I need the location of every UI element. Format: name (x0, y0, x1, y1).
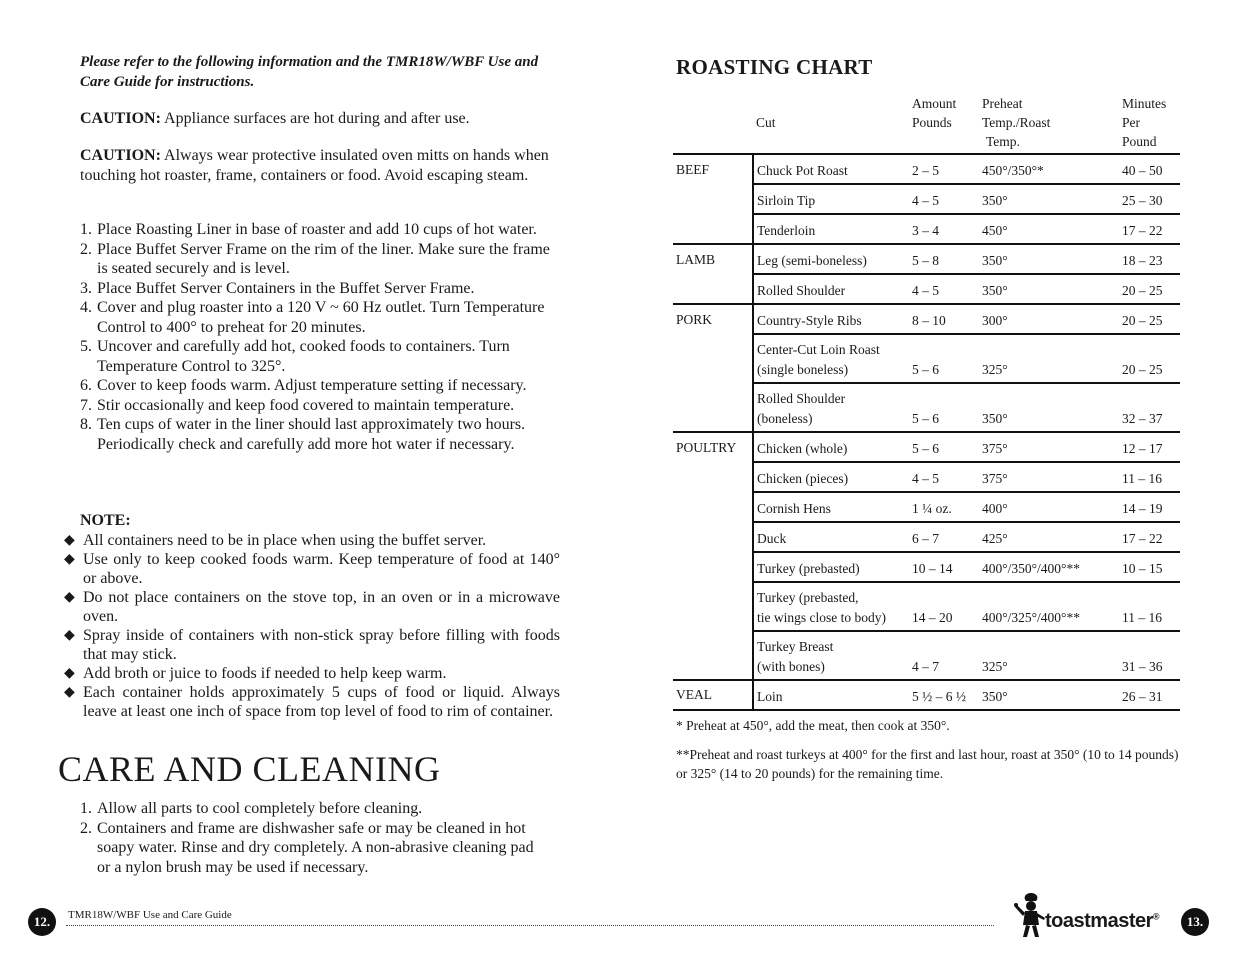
cut-line: Turkey (prebasted, (757, 590, 859, 605)
cut-cell (753, 680, 909, 710)
temp-cell: 350° (979, 184, 1119, 214)
list-item (80, 376, 560, 396)
note-text: Add broth or juice to foods if needed to help keep warm. (83, 665, 447, 682)
footnote-beef: * Preheat at 450°, add the meat, then cook at 350°. (676, 718, 950, 733)
roasting-chart-table (673, 92, 1180, 711)
minutes-cell: 11 – 16 (1119, 462, 1180, 492)
minutes-cell: 11 – 16 (1119, 582, 1180, 631)
item-text: Place Roasting Liner in base of roaster and add 10 cups of hot water. (97, 221, 537, 238)
temp-cell: 450° (979, 214, 1119, 244)
table-row (673, 582, 1180, 631)
caution-oven-mitts (80, 146, 550, 185)
cut-line: Rolled Shoulder (757, 282, 846, 298)
page-number-right: 13. (1181, 908, 1209, 936)
temp-cell: 300° (979, 304, 1119, 334)
table-row (673, 522, 1180, 552)
amount-cell: 4 – 7 (909, 631, 979, 680)
temp-cell: 350° (979, 274, 1119, 304)
temp-cell: 450°/350°* (979, 154, 1119, 184)
table-row (673, 631, 1180, 680)
category-cell (673, 552, 753, 582)
item-number: 1. (80, 800, 92, 817)
category-cell (673, 214, 753, 244)
note-item (64, 683, 560, 721)
cut-line: Rolled Shoulder (757, 391, 846, 406)
temp-cell: 325° (979, 334, 1119, 383)
intro-note: Please refer to the following information and the TMR18W/WBF Use and Care Guide for instructions. (80, 54, 539, 90)
brand-name: toastmaster® (1045, 910, 1160, 932)
cut-line: Chuck Pot Roast (757, 162, 848, 178)
cut-cell (753, 244, 909, 274)
category-cell (673, 462, 753, 492)
note-title: NOTE: (80, 512, 131, 529)
list-item (80, 298, 560, 337)
table-row (673, 184, 1180, 214)
item-text: Place Buffet Server Frame on the rim of the liner. Make sure the frame is seated securely and is level. (97, 240, 550, 277)
item-text: Uncover and carefully add hot, cooked foods to containers. Turn Temperature Control to 325°. (97, 338, 510, 375)
cut-line: Sirloin Tip (757, 192, 816, 208)
cut-cell (753, 631, 909, 680)
list-item (80, 799, 550, 819)
temp-cell: 425° (979, 522, 1119, 552)
diamond-bullet-icon: ◆ (64, 666, 75, 681)
minutes-cell: 31 – 36 (1119, 631, 1180, 680)
cut-line: tie wings close to body) (757, 609, 886, 625)
care-section-title: CARE AND CLEANING (58, 749, 441, 789)
category-cell: PORK (673, 304, 753, 334)
note-text: Each container holds approximately 5 cups of food or liquid. Always leave at least one inch of space from top level of food to rim of container. (83, 684, 560, 720)
amount-cell: 4 – 5 (909, 462, 979, 492)
minutes-cell: 18 – 23 (1119, 244, 1180, 274)
footnote-turkey: **Preheat and roast turkeys at 400° for the first and last hour, roast at 350° (10 to 14 pounds) or 325° (14 to 20 pounds) for the remaining time. (676, 747, 1179, 781)
caution-label: CAUTION: (80, 110, 161, 127)
caution-text: Always wear protective insulated oven mitts on hands when touching hot roaster, frame, containers or food. Avoid escaping steam. (80, 147, 549, 184)
cut-cell (753, 582, 909, 631)
table-row (673, 462, 1180, 492)
note-item (64, 531, 560, 550)
table-row (673, 244, 1180, 274)
category-cell: LAMB (673, 244, 753, 274)
caution-hot-surfaces (80, 109, 550, 129)
minutes-cell: 17 – 22 (1119, 522, 1180, 552)
temp-cell: 325° (979, 631, 1119, 680)
diamond-bullet-icon: ◆ (64, 590, 75, 605)
temp-cell: 375° (979, 432, 1119, 462)
diamond-bullet-icon: ◆ (64, 628, 75, 643)
cut-line: Chicken (pieces) (757, 470, 849, 486)
cut-line: Country-Style Ribs (757, 312, 862, 328)
cut-cell (753, 154, 909, 184)
minutes-cell: 20 – 25 (1119, 274, 1180, 304)
page-number-left: 12. (28, 908, 56, 936)
cut-cell (753, 184, 909, 214)
category-cell (673, 383, 753, 432)
table-row (673, 492, 1180, 522)
amount-cell: 4 – 5 (909, 184, 979, 214)
cut-line: Tenderloin (757, 222, 816, 238)
caution-label: CAUTION: (80, 147, 161, 164)
list-item (80, 240, 560, 279)
table-row (673, 334, 1180, 383)
note-item (64, 664, 560, 683)
list-item (80, 337, 560, 376)
minutes-cell: 17 – 22 (1119, 214, 1180, 244)
item-text: Allow all parts to cool completely before cleaning. (97, 800, 423, 817)
note-text: All containers need to be in place when using the buffet server. (83, 532, 487, 549)
category-cell: VEAL (673, 680, 753, 710)
item-text: Stir occasionally and keep food covered to maintain temperature. (97, 396, 515, 414)
cut-line: Turkey (prebasted) (757, 560, 860, 576)
item-text: Ten cups of water in the liner should last approximately two hours. Periodically check and carefully add more hot water if necessary. (97, 416, 526, 453)
cut-line: Duck (757, 530, 787, 546)
table-row (673, 432, 1180, 462)
minutes-cell: 40 – 50 (1119, 154, 1180, 184)
item-number: 3. (80, 279, 92, 297)
header-category (673, 92, 753, 154)
amount-cell: 3 – 4 (909, 214, 979, 244)
table-header-row (673, 92, 1180, 154)
amount-cell: 6 – 7 (909, 522, 979, 552)
header-minutes: Minutes Per Pound (1122, 96, 1167, 149)
amount-cell: 2 – 5 (909, 154, 979, 184)
item-text: Place Buffet Server Containers in the Buffet Server Frame. (97, 279, 475, 297)
chef-mascot-icon (1014, 892, 1048, 940)
minutes-cell: 26 – 31 (1119, 680, 1180, 710)
category-cell (673, 184, 753, 214)
minutes-cell: 12 – 17 (1119, 432, 1180, 462)
minutes-cell: 20 – 25 (1119, 304, 1180, 334)
temp-cell: 350° (979, 383, 1119, 432)
amount-cell: 5 – 6 (909, 334, 979, 383)
minutes-cell: 32 – 37 (1119, 383, 1180, 432)
minutes-cell: 10 – 15 (1119, 552, 1180, 582)
item-text: Cover and plug roaster into a 120 V ~ 60 Hz outlet. Turn Temperature Control to 400° to preheat for 20 minutes. (97, 299, 545, 336)
caution-text: Appliance surfaces are hot during and after use. (160, 110, 470, 127)
table-row (673, 274, 1180, 304)
cut-line: Loin (757, 688, 783, 704)
note-text: Spray inside of containers with non-stick spray before filling with foods that may stick. (83, 627, 560, 663)
category-cell (673, 334, 753, 383)
temp-cell: 350° (979, 680, 1119, 710)
minutes-cell: 20 – 25 (1119, 334, 1180, 383)
note-text: Do not place containers on the stove top, in an oven or in a microwave oven. (83, 589, 560, 625)
cut-line: Chicken (whole) (757, 440, 848, 456)
minutes-cell: 14 – 19 (1119, 492, 1180, 522)
cut-line: (with bones) (757, 658, 825, 674)
table-row (673, 383, 1180, 432)
cut-line: Turkey Breast (757, 639, 834, 654)
minutes-cell: 25 – 30 (1119, 184, 1180, 214)
list-item (80, 279, 560, 299)
footer-divider (66, 925, 994, 926)
cut-cell (753, 304, 909, 334)
item-number: 2. (80, 240, 92, 258)
temp-cell: 350° (979, 244, 1119, 274)
note-text: Use only to keep cooked foods warm. Keep temperature of food at 140° or above. (83, 551, 560, 587)
item-text: Cover to keep foods warm. Adjust temperature setting if necessary. (97, 377, 527, 394)
note-list (64, 531, 560, 721)
amount-cell: 8 – 10 (909, 304, 979, 334)
amount-cell: 10 – 14 (909, 552, 979, 582)
amount-cell: 1 ¼ oz. (909, 492, 979, 522)
amount-cell: 5 ½ – 6 ½ (909, 680, 979, 710)
table-row (673, 154, 1180, 184)
temp-cell: 400°/325°/400°** (979, 582, 1119, 631)
cut-line: (single boneless) (757, 361, 849, 377)
note-item (64, 626, 560, 664)
cut-line: Center-Cut Loin Roast (757, 342, 880, 357)
category-cell: BEEF (673, 154, 753, 184)
item-number: 8. (80, 416, 92, 433)
header-cut: Cut (756, 115, 776, 130)
table-row (673, 304, 1180, 334)
item-text: Containers and frame are dishwasher safe or may be cleaned in hot soapy water. Rinse and dry completely. A non-abrasive cleaning pad or a nylon brush may be used if necessary. (97, 819, 534, 876)
table-row (673, 552, 1180, 582)
header-amount: Amount Pounds (912, 96, 957, 130)
diamond-bullet-icon: ◆ (64, 552, 75, 567)
category-cell (673, 274, 753, 304)
table-row (673, 680, 1180, 710)
diamond-bullet-icon: ◆ (64, 533, 75, 548)
category-cell: POULTRY (673, 432, 753, 462)
note-item (64, 550, 560, 588)
category-cell (673, 492, 753, 522)
cut-cell (753, 552, 909, 582)
amount-cell: 4 – 5 (909, 274, 979, 304)
temp-cell: 400° (979, 492, 1119, 522)
diamond-bullet-icon: ◆ (64, 685, 75, 700)
amount-cell: 5 – 6 (909, 432, 979, 462)
cut-line: Leg (semi-boneless) (757, 252, 867, 268)
instruction-steps (80, 220, 560, 454)
item-number: 1. (80, 221, 92, 238)
table-row (673, 214, 1180, 244)
item-number: 4. (80, 299, 92, 316)
cut-cell (753, 522, 909, 552)
list-item (80, 396, 560, 416)
roasting-chart-title: ROASTING CHART (676, 55, 873, 79)
cut-cell (753, 274, 909, 304)
list-item (80, 819, 550, 878)
toastmaster-logo (1014, 892, 1174, 940)
item-number: 7. (80, 396, 92, 414)
cut-cell (753, 432, 909, 462)
list-item (80, 415, 560, 454)
cut-cell (753, 462, 909, 492)
care-steps (80, 799, 550, 877)
cut-line: Cornish Hens (757, 500, 831, 516)
category-cell (673, 631, 753, 680)
item-number: 2. (80, 819, 92, 837)
cut-cell (753, 383, 909, 432)
category-cell (673, 522, 753, 552)
header-preheat: Preheat Temp./Roast Temp. (982, 96, 1051, 149)
amount-cell: 5 – 8 (909, 244, 979, 274)
temp-cell: 400°/350°/400°** (979, 552, 1119, 582)
cut-cell (753, 214, 909, 244)
list-item (80, 220, 560, 240)
category-cell (673, 582, 753, 631)
amount-cell: 14 – 20 (909, 582, 979, 631)
note-item (64, 588, 560, 626)
item-number: 6. (80, 377, 92, 394)
item-number: 5. (80, 338, 92, 355)
cut-line: (boneless) (757, 410, 813, 426)
cut-cell (753, 334, 909, 383)
guide-label: TMR18W/WBF Use and Care Guide (68, 909, 232, 921)
cut-cell (753, 492, 909, 522)
amount-cell: 5 – 6 (909, 383, 979, 432)
temp-cell: 375° (979, 462, 1119, 492)
